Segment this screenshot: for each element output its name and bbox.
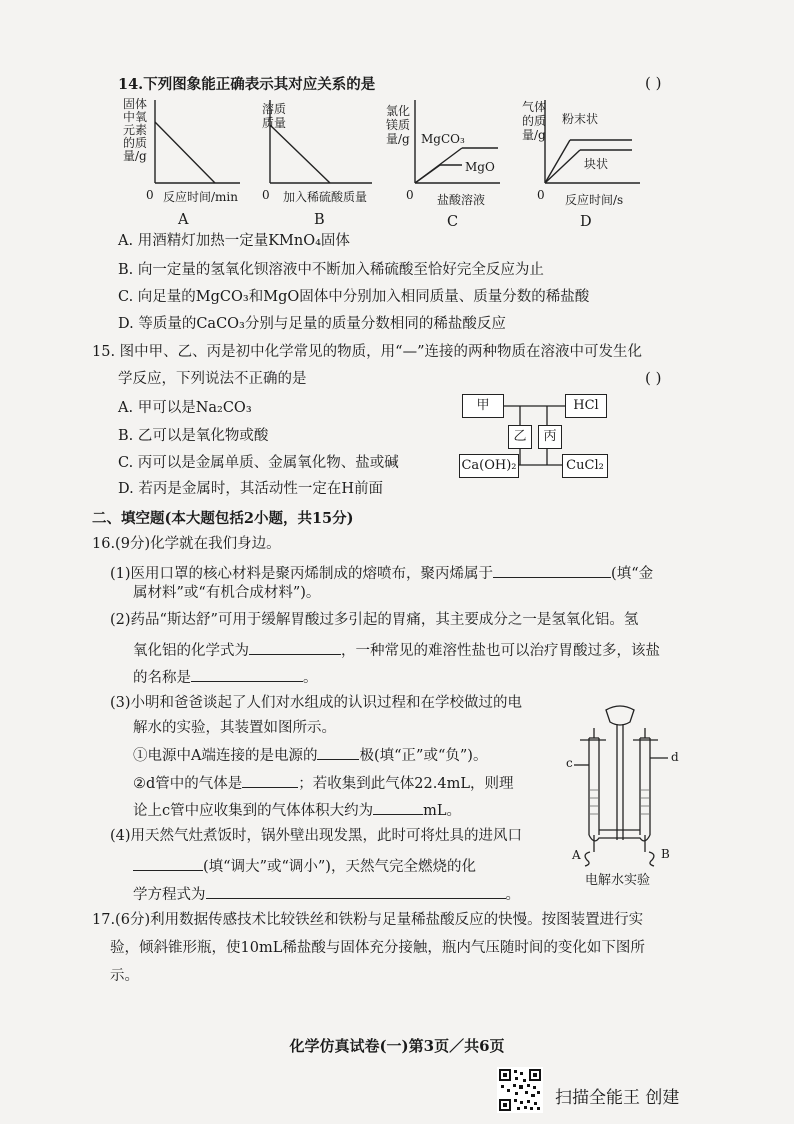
- q17-line2: 验，倾斜锥形瓶，使10mL稀盐酸与固体充分接触，瓶内气压随时间的变化如下图所: [110, 940, 645, 956]
- graph-d-letter: D: [580, 214, 592, 230]
- q15-option-d: D. 若丙是金属时，其活动性一定在H前面: [118, 481, 383, 497]
- graph-a-ylabel: 固体 中氧 元素 的质 量/g: [123, 97, 148, 163]
- graph-d-ylabel: 气体 的质 量/g: [522, 100, 547, 142]
- q15-option-b: B. 乙可以是氧化物或酸: [118, 428, 269, 444]
- q14-answer-paren: ( ): [645, 74, 662, 92]
- graph-c-ylabel: 氯化 镁质 量/g: [386, 104, 411, 146]
- q17-line1: 17.(6分)利用数据传感技术比较铁丝和铁粉与足量稀盐酸反应的快慢。按图装置进行实: [92, 912, 644, 928]
- apparatus-label-b: B: [661, 847, 670, 861]
- q16-p4-line2: (填“调大”或“调小”)，天然气完全燃烧的化: [133, 856, 476, 876]
- box-jia: 甲: [462, 394, 504, 418]
- q15-answer-paren: ( ): [645, 369, 662, 387]
- q16-p2-line3: 的名称是 。: [133, 667, 318, 687]
- box-hcl: HCl: [565, 394, 607, 418]
- box-caoh2: Ca(OH)₂: [459, 454, 519, 478]
- q14-option-d: D. 等质量的CaCO₃分别与足量的质量分数相同的稀盐酸反应: [118, 316, 506, 332]
- q14-option-a: A. 用酒精灯加热一定量KMnO₄固体: [118, 233, 350, 249]
- graph-a-xlabel: 反应时间/min: [163, 190, 238, 204]
- q16-p3-line5: 论上c管中应收集到的气体体积大约为 mL。: [133, 800, 461, 820]
- q14-option-c: C. 向足量的MgCO₃和MgO固体中分别加入相同质量、质量分数的稀盐酸: [118, 289, 590, 305]
- q16-p1-line1: (1)医用口罩的核心材料是聚丙烯制成的熔喷布，聚丙烯属于 (填“金: [110, 563, 653, 583]
- apparatus-label-c: c: [566, 756, 573, 770]
- graph-d-powder-label: 粉末状: [562, 112, 599, 126]
- graph-d-origin: 0: [537, 188, 545, 202]
- q15-stem-line2: 学反应，下列说法不正确的是: [118, 371, 307, 387]
- box-yi: 乙: [508, 425, 532, 449]
- qr-code-icon: [497, 1067, 543, 1113]
- q14-option-b: B. 向一定量的氢氧化钡溶液中不断加入稀硫酸至恰好完全反应为止: [118, 262, 544, 278]
- apparatus-label-d: d: [671, 750, 679, 764]
- graph-c-mgco3-label: MgCO₃: [421, 132, 465, 146]
- q16-p4-line1: (4)用天然气灶煮饭时，锅外壁出现发黑，此时可将灶具的进风口: [110, 828, 523, 844]
- q16-p4-line3: 学方程式为 。: [133, 884, 520, 904]
- q16-p2-line2: 氧化铝的化学式为 ，一种常见的难溶性盐也可以治疗胃酸过多，该盐: [133, 640, 660, 660]
- q14-stem: 14.下列图象能正确表示其对应关系的是: [118, 76, 376, 93]
- graph-c-xlabel: 盐酸溶液: [437, 193, 486, 207]
- graph-d-xlabel: 反应时间/s: [565, 193, 624, 207]
- q16-p3-line4: ②d管中的气体是 ；若收集到此气体22.4mL，则理: [133, 773, 513, 793]
- scanner-watermark: 扫描全能王 创建: [555, 1088, 680, 1108]
- graph-c-letter: C: [447, 214, 459, 230]
- box-cucl2: CuCl₂: [562, 454, 608, 478]
- graph-c-origin: 0: [406, 188, 414, 202]
- graph-b-xlabel: 加入稀硫酸质量: [283, 190, 368, 204]
- graph-d-lump-label: 块状: [584, 157, 609, 171]
- q16-p3-line3: ①电源中A端连接的是电源的 极(填“正”或“负”)。: [133, 745, 487, 765]
- q15-option-c: C. 丙可以是金属单质、金属氧化物、盐或碱: [118, 455, 399, 471]
- q15-stem-line1: 15. 图中甲、乙、丙是初中化学常见的物质，用“—”连接的两种物质在溶液中可发生化: [92, 344, 642, 360]
- graph-a-origin: 0: [146, 188, 154, 202]
- graph-b-ylabel: 溶质 质量: [262, 102, 287, 130]
- graph-b-origin: 0: [262, 188, 270, 202]
- graph-a-letter: A: [178, 212, 189, 228]
- box-bing: 丙: [538, 425, 562, 449]
- section-fill-in-heading: 二、填空题(本大题包括2小题，共15分): [92, 510, 354, 527]
- page-footer: 化学仿真试卷(一)第3页／共6页: [289, 1037, 505, 1055]
- graph-c-mgo-label: MgO: [465, 160, 495, 174]
- q16-p3-line2: 解水的实验，其装置如图所示。: [133, 720, 336, 736]
- apparatus-label-a: A: [572, 848, 581, 862]
- q16-p3-line1: (3)小明和爸爸谈起了人们对水组成的认识过程和在学校做过的电: [110, 695, 523, 711]
- q17-line3: 示。: [110, 968, 139, 984]
- q16-p1-line2: 属材料”或“有机合成材料”)。: [133, 585, 321, 601]
- q16-stem: 16.(9分)化学就在我们身边。: [92, 536, 281, 552]
- q16-p2-line1: (2)药品“斯达舒”可用于缓解胃酸过多引起的胃痛，其主要成分之一是氢氧化铝。氢: [110, 612, 639, 628]
- q15-option-a: A. 甲可以是Na₂CO₃: [118, 400, 252, 416]
- graph-b-letter: B: [314, 212, 325, 228]
- apparatus-caption: 电解水实验: [585, 873, 651, 888]
